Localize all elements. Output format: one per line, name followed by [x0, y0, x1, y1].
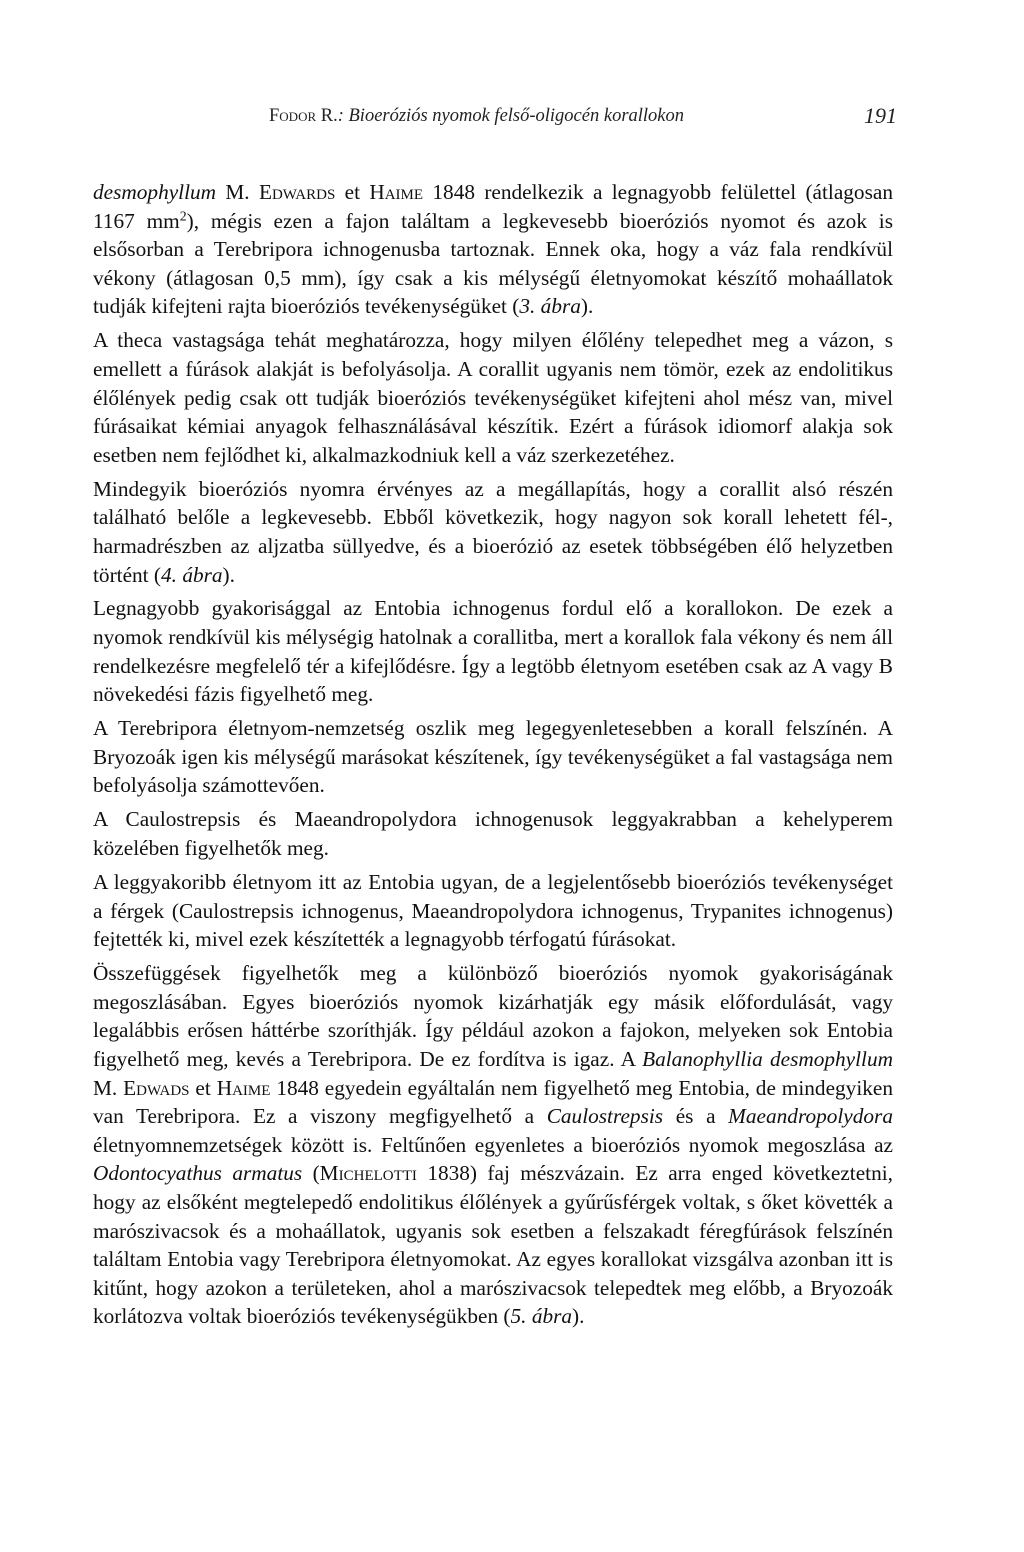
- text-run: A Terebripora életnyom-nemzetség oszlik meg legegyenletesebben a korall felszínén. A Bryozoák igen kis mélységű marásokat készítenek, így tevékenységüket a fal vastagsága nem befolyásolja számottevően.: [93, 716, 893, 798]
- text-run: A leggyakoribb életnyom itt az Entobia ugyan, de a legjelentősebb bioeróziós tevékenységet a férgek (Caulostrepsis ichnogenus, Maeandropolydora ichnogenus, Trypanites ichnogenus) fejtették ki, mivel ezek készítették a legnagyobb térfogatú fúrásokat.: [93, 870, 893, 952]
- text-run: ).: [580, 294, 594, 319]
- paragraph-4: [93, 594, 893, 708]
- taxon-name: Caulostrepsis: [546, 1104, 664, 1129]
- figure-ref: 4. ábra: [161, 562, 223, 587]
- paragraph-7: [93, 868, 893, 954]
- paragraph-2: [93, 326, 893, 469]
- paragraph-6: [93, 805, 893, 862]
- running-title-text: : Bioeróziós nyomok felső-oligocén korallokon: [337, 106, 685, 126]
- figure-ref: 5. ábra: [510, 1304, 573, 1329]
- author-name: Edwards: [258, 180, 336, 204]
- author-name: Haime: [216, 1075, 271, 1100]
- taxon-name: desmophyllum: [93, 180, 217, 204]
- text-run: ).: [222, 562, 235, 587]
- page-number: 191: [864, 103, 897, 128]
- running-title: [269, 106, 684, 127]
- text-run: ), mégis ezen a fajon találtam a legkevesebb bioeróziós nyomot és azok is elsősorban a Terebripora ichnogenusba tartoznak. Ennek oka, hogy a váz fala rendkívül vékony (átlagosan 0,5 mm), így csak a kis mélységű életnyomokat készítő mohaállatok tudják kifejteni rajta bioeróziós tevékenységüket (: [93, 208, 893, 319]
- running-author: Fodor R.: [269, 106, 338, 126]
- text-run: 1848 egyedein egyáltalán nem figyelhető meg Entobia, de mindegyiken van Terebripora. Ez a viszony megfigyelhető a: [93, 1075, 893, 1129]
- text-run: és a: [663, 1104, 729, 1129]
- text-run: (: [302, 1161, 320, 1186]
- text-run: életnyomnemzetségek között is. Feltűnően egyenletes a bioeróziós nyomok megoszlása az: [93, 1132, 893, 1157]
- running-header: [93, 100, 897, 134]
- superscript: 2: [179, 207, 187, 223]
- text-run: Mindegyik bioeróziós nyomra érvényes az a megállapítás, hogy a corallit alsó részén található belőle a legkevesebb. Ebből következik, hogy nagyon sok korall lehetett fél-, harmadrészben az aljzatba süllyedve, és a bioerózió az esetek többségében élő helyzetben történt (: [93, 476, 893, 587]
- text-run: et: [189, 1075, 217, 1100]
- taxon-name: Maeandropolydora: [728, 1104, 893, 1129]
- author-name: Edwads: [123, 1075, 190, 1100]
- author-name: Haime: [369, 180, 424, 204]
- taxon-name: Balanophyllia desmophyllum: [642, 1046, 893, 1071]
- paragraph-8: [93, 959, 893, 1331]
- text-run: Legnagyobb gyakorisággal az Entobia ichnogenus fordul elő a korallokon. De ezek a nyomok rendkívül kis mélységig hatolnak a corallitba, mert a korallok fala vékony és nem áll rendelkezésre megfelelő tér a kifejlődésre. Így a legtöbb életnyom esetében csak az A vagy B növekedési fázis figyelhető meg.: [93, 596, 893, 707]
- article-body: [93, 178, 893, 1331]
- text-run: et: [335, 180, 370, 204]
- text-run: Összefüggések figyelhetők meg a különböző bioeróziós nyomok gyakoriságának megoszlásában. Egyes bioeróziós nyomok kizárhatják egy másik előfordulását, vagy legalábbis erősen háttérbe szoríthják. Így például azokon a fajokon, melyeken sok Entobia figyelhető meg, kevés a Terebripora. De ez fordítva is igaz. A: [93, 961, 893, 1071]
- text-run: ).: [572, 1304, 585, 1329]
- text-run: A theca vastagsága tehát meghatározza, hogy milyen élőlény telepedhet meg a vázon, s emellett a fúrások alakját is befolyásolja. A corallit ugyanis nem tömör, ezek az endolitikus élőlények pedig csak ott tudják bioeróziós tevékenységüket kifejteni ahol mész van, mivel fúrásaikat kémiai anyagok felhasználásával készítik. Ezért a fúrások idiomorf alakja sok esetben nem fejlődhet ki, alkalmazkodniuk kell a váz szerkezetéhez.: [93, 328, 893, 467]
- text-run: A Caulostrepsis és Maeandropolydora ichnogenusok leggyakrabban a kehelyperem közelében figyelhetők meg.: [93, 807, 893, 861]
- text-run: 1848 rendelkezik a legnagyobb felülettel (átlagosan 1167 mm: [93, 180, 893, 233]
- taxon-name: Odontocyathus armatus: [93, 1161, 303, 1186]
- paragraph-5: [93, 714, 893, 800]
- journal-page: [93, 100, 897, 1336]
- text-run: M.: [93, 1075, 124, 1100]
- text-run: 1838) faj mészvázain. Ez arra enged következtetni, hogy az elsőként megtelepedő endolitikus élőlények a gyűrűsférgek voltak, s őket követték a marószivacsok és a mohaállatok, ugyanis sok esetben a felszakadt féregfúrások felszínén találtam Entobia vagy Terebripora életnyomokat. Az egyes korallokat vizsgálva azonban itt is kitűnt, hogy azokon a területeken, ahol a marószivacsok telepedtek meg előbb, a Bryozoák korlátozva voltak bioeróziós tevékenységükben (: [93, 1161, 893, 1329]
- author-name: Michelotti: [319, 1161, 417, 1186]
- figure-ref: 3. ábra: [519, 294, 581, 319]
- paragraph-1: [93, 178, 893, 321]
- paragraph-3: [93, 475, 893, 589]
- text-run: M.: [216, 180, 259, 204]
